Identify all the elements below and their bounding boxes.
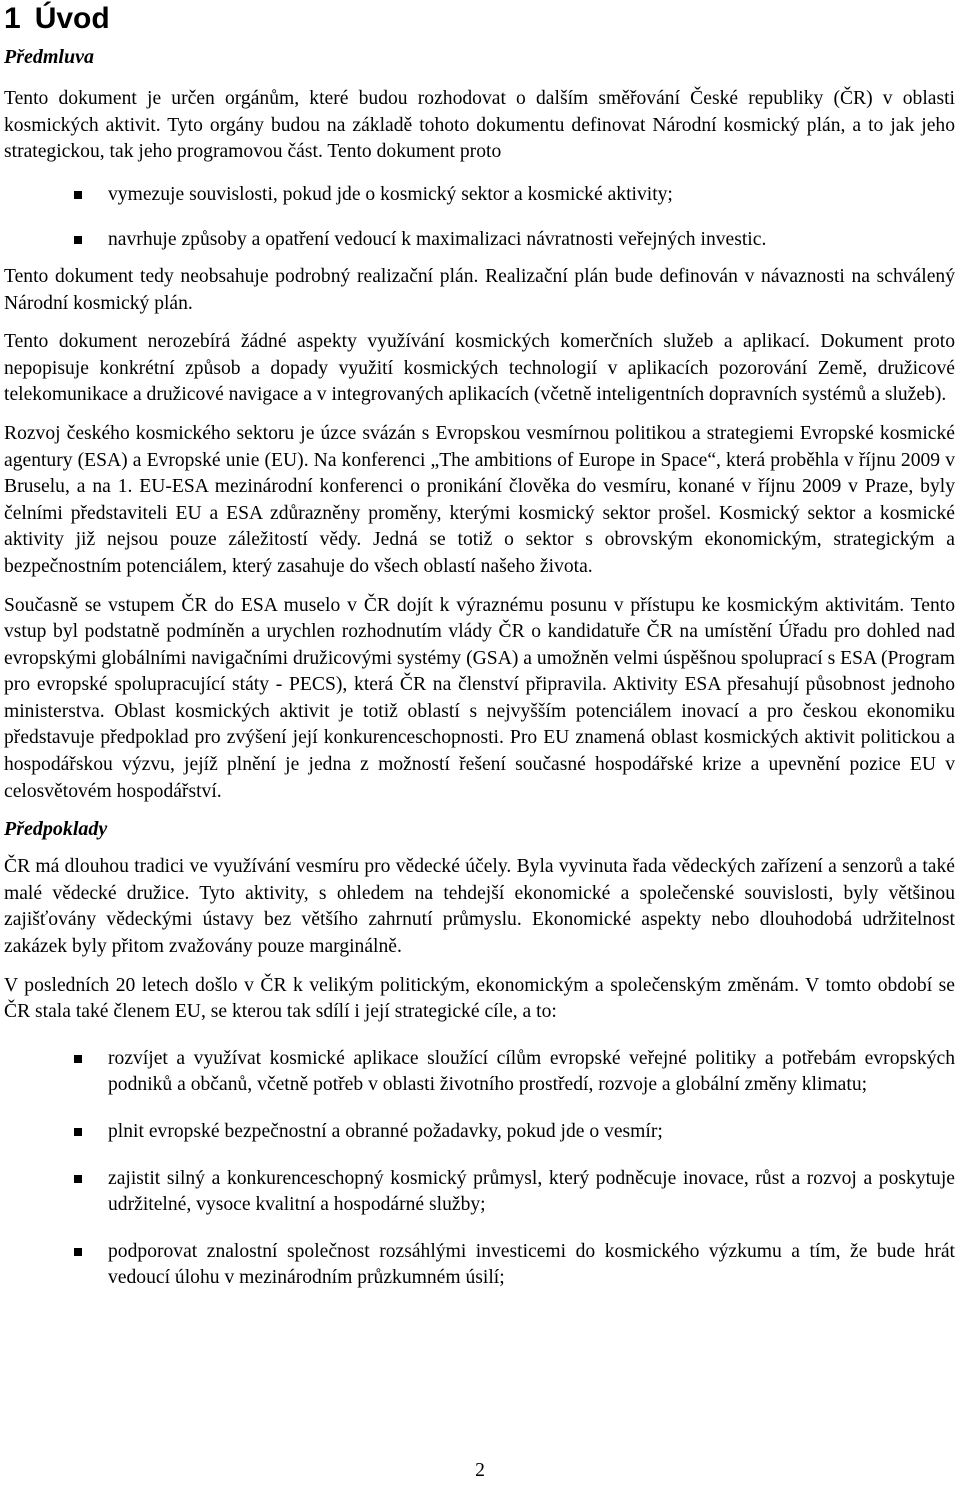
- section-title-predpoklady: Předpoklady: [4, 818, 108, 841]
- paragraph: Rozvoj českého kosmického sektoru je úzce svázán s Evropskou vesmírnou politikou a strategiemi Evropské kosmické agentury (ESA) a Evropské unie (EU). Na konferenci „The ambitions of Europe in Space“, která proběhla v říjnu 2009 v Bruselu, a na 1. EU-ESA mezinárodní konferenci o pronikání člověka do vesmíru, konané v říjnu 2009 v Praze, byly čelními představiteli EU a ESA zdůrazněny proměny, kterými kosmický sektor prošel. Kosmický sektor a kosmické aktivity již nejsou pouze záležitostí vědy. Jedná se totiž o sektor s obrovským ekonomickým, strategickým a bezpečnostním potenciálem, který zasahuje do všech oblastí našeho života.: [4, 422, 955, 577]
- square-bullet-icon: [74, 1128, 82, 1136]
- list-item-text: podporovat znalostní společnost rozsáhlými investicemi do kosmického výzkumu a tím, že bude hrát vedoucí úlohu v mezinárodním průzkumném úsilí;: [108, 1240, 955, 1289]
- square-bullet-icon: [74, 191, 82, 199]
- square-bullet-icon: [74, 1055, 82, 1063]
- list-item: [4, 1239, 955, 1292]
- list-item-text: vymezuje souvislosti, pokud jde o kosmický sektor a kosmické aktivity;: [108, 183, 673, 205]
- page-number: 2: [475, 1460, 485, 1481]
- bullet-list: [4, 1046, 955, 1292]
- list-item: [4, 1166, 955, 1219]
- square-bullet-icon: [74, 1248, 82, 1256]
- square-bullet-icon: [74, 1175, 82, 1183]
- square-bullet-icon: [74, 236, 82, 244]
- paragraph: Tento dokument tedy neobsahuje podrobný realizační plán. Realizační plán bude definován v návaznosti na schválený Národní kosmický plán.: [4, 265, 955, 314]
- list-item: [4, 227, 955, 254]
- list-item-text: navrhuje způsoby a opatření vedoucí k maximalizaci návratnosti veřejných investic.: [108, 229, 767, 251]
- paragraph: ČR má dlouhou tradici ve využívání vesmíru pro vědecké účely. Byla vyvinuta řada vědeckých zařízení a senzorů a také malé vědecké družice. Tyto aktivity, s ohledem na tehdejší ekonomické a společenské souvislosti, byly většinou zajišťovány vědeckými ústavy bez většího zahrnutí průmyslu. Ekonomické aspekty nebo dlouhodobá udržitelnost zakázek byly přitom zvažovány pouze marginálně.: [4, 856, 955, 958]
- chapter-title: Úvod: [34, 2, 110, 35]
- list-item-text: plnit evropské bezpečnostní a obranné požadavky, pokud jde o vesmír;: [108, 1121, 663, 1142]
- chapter-heading: [4, 2, 955, 36]
- document-page: [4, 0, 955, 1292]
- list-item-text: rozvíjet a využívat kosmické aplikace sloužící cílům evropské veřejné politiky a potřebám evropských podniků a občanů, včetně potřeb v oblasti životního prostředí, rozvoje a globální změny klimatu;: [108, 1047, 955, 1096]
- chapter-number: 1: [4, 2, 21, 35]
- paragraph: Současně se vstupem ČR do ESA muselo v ČR dojít k výraznému posunu v přístupu ke kosmickým aktivitám. Tento vstup byl podstatně podmíněn a urychlen rozhodnutím vlády ČR o kandidatuře ČR na umístění Úřadu pro dohled nad evropskými globálními navigačními družicovými systémy (GSA) a umožněn velmi úspěšnou spoluprací s ESA (Program pro evropské spolupracující státy - PECS), která ČR na členství připravila. Aktivity ESA přesahují působnost jednoho ministerstva. Oblast kosmických aktivit je totiž oblastí s nejvyšším potenciálem inovací a pro českou ekonomiku představuje předpoklad pro zvýšení její konkurenceschopnosti. Pro EU znamená oblast kosmických aktivit politickou a hospodářskou výzvu, jejíž plnění je jedna z možností řešení současné hospodářské krize a upevnění pozice EU v celosvětovém hospodářství.: [4, 594, 955, 802]
- list-item: [4, 182, 955, 209]
- paragraph: Tento dokument nerozebírá žádné aspekty využívání kosmických komerčních služeb a aplikací. Dokument proto nepopisuje konkrétní způsob a dopady využití kosmických technologií v aplikacích pozorování Země, družicové telekomunikace a družicové navigace a v integrovaných aplikacích (včetně inteligentních dopravních systémů a služeb).: [4, 331, 955, 406]
- section-title-predmluva: Předmluva: [4, 46, 94, 68]
- bullet-list: [4, 182, 955, 254]
- list-item-text: zajistit silný a konkurenceschopný kosmický průmysl, který podněcuje inovace, růst a rozvoj a poskytuje udržitelné, vysoce kvalitní a hospodárné služby;: [108, 1167, 955, 1216]
- paragraph: Tento dokument je určen orgánům, které budou rozhodovat o dalším směřování České republiky (ČR) v oblasti kosmických aktivit. Tyto orgány budou na základě tohoto dokumentu definovat Národní kosmický plán, a to jak jeho strategickou, tak jeho programovou část. Tento dokument proto: [4, 88, 955, 163]
- list-item: [4, 1046, 955, 1099]
- list-item: [4, 1119, 955, 1146]
- paragraph: V posledních 20 letech došlo v ČR k velikým politickým, ekonomickým a společenským změnám. V tomto období se ČR stala také členem EU, se kterou tak sdílí i její strategické cíle, a to:: [4, 974, 955, 1023]
